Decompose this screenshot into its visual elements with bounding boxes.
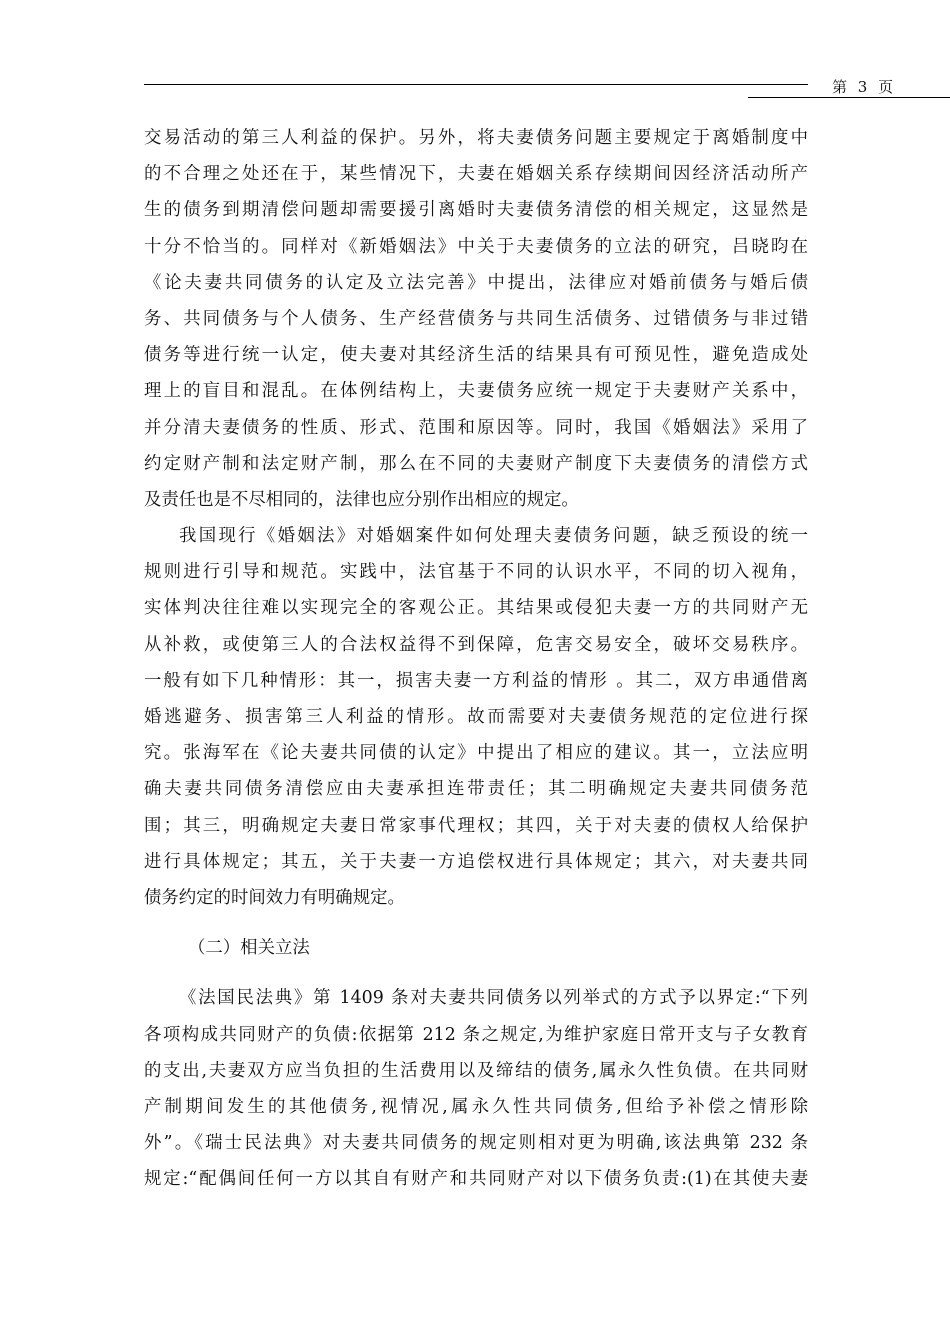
header-rule-right: [748, 97, 950, 98]
text-line: 产制期间发生的其他债务,视情况,属永久性共同债务,但给予补偿之情形除: [144, 1096, 808, 1117]
text-line: 外”。《瑞士民法典》对夫妻共同债务的规定则相对更为明确,该法典第 232 条: [144, 1133, 808, 1154]
text-line: 交易活动的第三人利益的保护。另外，将夫妻债务问题主要规定于离婚制度中: [144, 128, 808, 148]
text-line: 确夫妻共同债务清偿应由夫妻承担连带责任；其二明确规定夫妻共同债务范: [144, 779, 808, 800]
text-line: 一般有如下几种情形：其一，损害夫妻一方利益的情形 。其二，双方串通借离: [144, 670, 808, 691]
text-line: 规则进行引导和规范。实践中，法官基于不同的认识水平，不同的切入视角，: [144, 562, 808, 583]
text-line: 我国现行《婚姻法》对婚姻案件如何处理夫妻债务问题，缺乏预设的统一: [179, 526, 808, 547]
text-line: 各项构成共同财产的负债:依据第 212 条之规定,为维护家庭日常开支与子女教育: [144, 1024, 808, 1045]
text-line: 并分清夫妻债务的性质、形式、范围和原因等。同时，我国《婚姻法》采用了: [144, 417, 808, 438]
text-line: 债务约定的时间效力有明确规定。: [144, 887, 405, 908]
text-line: 《论夫妻共同债务的认定及立法完善》中提出，法律应对婚前债务与婚后债: [144, 272, 808, 293]
text-line: 十分不恰当的。同样对《新婚姻法》中关于夫妻债务的立法的研究，吕晓昀在: [144, 236, 808, 257]
text-line: 债务等进行统一认定，使夫妻对其经济生活的结果具有可预见性，避免造成处: [144, 345, 808, 366]
paragraph: [144, 980, 808, 1197]
text-line: 婚逃避务、损害第三人利益的情形。故而需要对夫妻债务规范的定位进行探: [144, 707, 808, 727]
paragraph: [144, 120, 808, 518]
text-line: 及责任也是不尽相同的，法律也应分别作出相应的规定。: [144, 489, 579, 510]
text-line: 围；其三，明确规定夫妻日常家事代理权；其四，关于对夫妻的债权人给保护: [144, 815, 808, 836]
page-number: 第 3 页: [832, 78, 897, 96]
text-line: 的支出,夫妻双方应当负担的生活费用以及缔结的债务,属永久性负债。在共同财: [144, 1060, 808, 1081]
paragraph: [144, 518, 808, 916]
text-line: 进行具体规定；其五，关于夫妻一方追偿权进行具体规定；其六，对夫妻共同: [144, 851, 808, 872]
section-heading: （二）相关立法: [188, 938, 310, 959]
text-line: 的不合理之处还在于，某些情况下，夫妻在婚姻关系存续期间因经济活动所产: [144, 164, 808, 185]
document-body: [144, 120, 808, 1197]
header-rule: [144, 84, 808, 85]
text-line: 规定:“配偶间任何一方以其自有财产和共同财产对以下债务负责:(1)在其使夫妻: [144, 1169, 808, 1190]
text-line: 从补救，或使第三人的合法权益得不到保障，危害交易安全，破坏交易秩序。: [144, 634, 808, 655]
text-line: 生的债务到期清偿问题却需要援引离婚时夫妻债务清偿的相关规定，这显然是: [144, 200, 808, 221]
text-line: 约定财产制和法定财产制，那么在不同的夫妻财产制度下夫妻债务的清偿方式: [144, 453, 808, 474]
text-line: 理上的盲目和混乱。在体例结构上，夫妻债务应统一规定于夫妻财产关系中，: [144, 381, 808, 402]
text-line: 务、共同债务与个人债务、生产经营债务与共同生活债务、过错债务与非过错: [144, 308, 808, 329]
text-line: 实体判决往往难以实现完全的客观公正。其结果或侵犯夫妻一方的共同财产无: [144, 598, 808, 619]
text-line: 究。张海军在《论夫妻共同债的认定》中提出了相应的建议。其一，立法应明: [144, 743, 808, 764]
text-line: 《法国民法典》第 1409 条对夫妻共同债务以列举式的方式予以界定:“下列: [179, 988, 808, 1009]
